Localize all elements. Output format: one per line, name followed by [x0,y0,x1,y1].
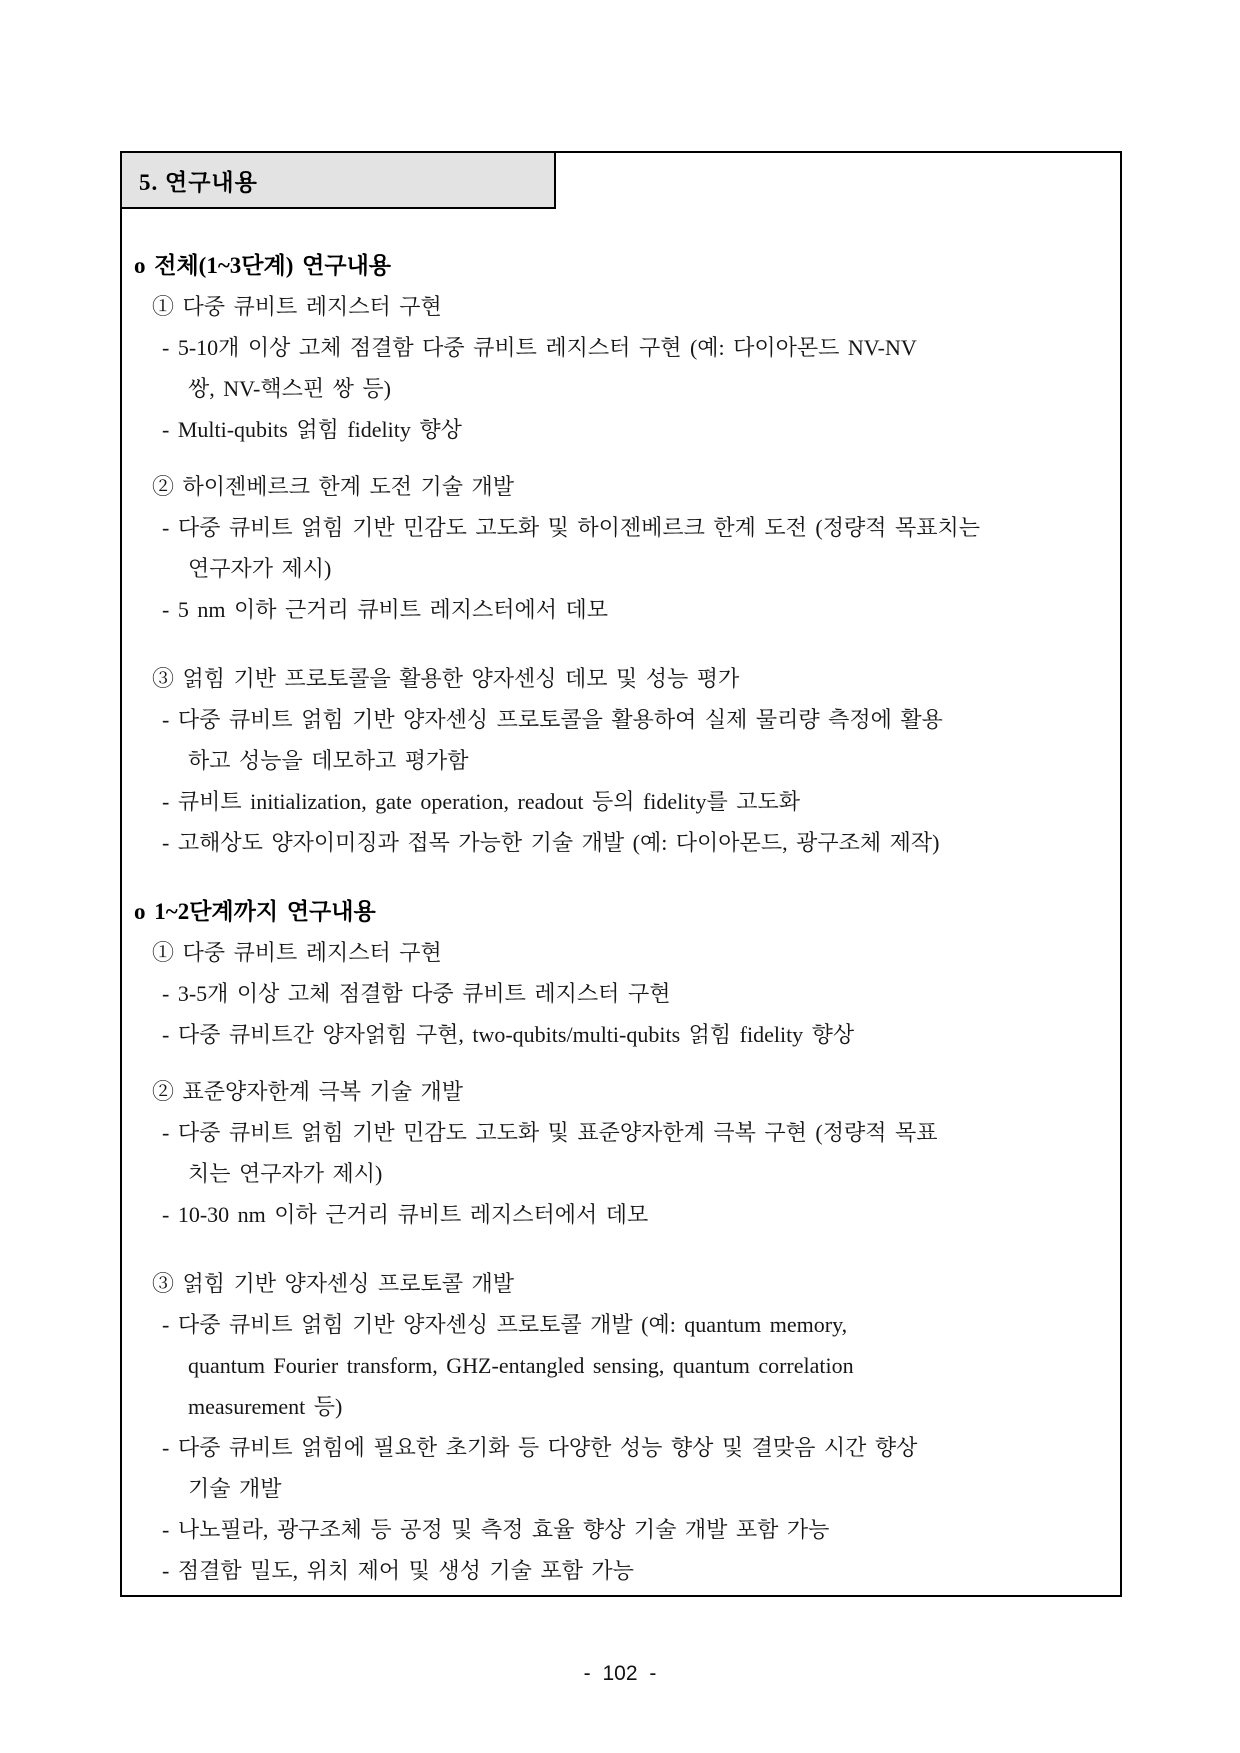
bullet-line: - 다중 큐비트 얽힘 기반 양자센싱 프로토콜을 활용하여 실제 물리량 측정에 활용 [162,707,943,732]
bullet-line: - 나노필라, 광구조체 등 공정 및 측정 효율 향상 기술 개발 포함 가능 [162,1517,830,1542]
numbered-item-title: ③ 얽힘 기반 프로토콜을 활용한 양자센싱 데모 및 성능 평가 [152,666,740,691]
bullet-line: - 점결함 밀도, 위치 제어 및 생성 기술 포함 가능 [162,1558,634,1583]
continuation-line: 기술 개발 [188,1476,282,1501]
bullet-line: - 다중 큐비트 얽힘 기반 민감도 고도화 및 하이젠베르크 한계 도전 (정량적 목표치는 [162,515,980,540]
section-heading: o 전체(1~3단계) 연구내용 [134,253,392,278]
page-number: - 102 - [583,1662,657,1685]
numbered-item-title: ② 표준양자한계 극복 기술 개발 [152,1079,464,1104]
bullet-line: - 3-5개 이상 고체 점결함 다중 큐비트 레지스터 구현 [162,981,671,1006]
bullet-line: - Multi-qubits 얽힘 fidelity 향상 [162,417,462,442]
bullet-line: - 다중 큐비트간 양자얽힘 구현, two-qubits/multi-qubits 얽힘 fidelity 향상 [162,1022,855,1047]
bullet-line: - 5 nm 이하 근거리 큐비트 레지스터에서 데모 [162,597,608,622]
section-title-cell [120,151,556,209]
continuation-line: 하고 성능을 데모하고 평가함 [188,748,469,773]
bullet-line: - 다중 큐비트 얽힘 기반 양자센싱 프로토콜 개발 (예: quantum memory, [162,1312,848,1337]
numbered-item-title: ③ 얽힘 기반 양자센싱 프로토콜 개발 [152,1271,515,1296]
bullet-line: - 10-30 nm 이하 근거리 큐비트 레지스터에서 데모 [162,1202,649,1227]
bullet-line: - 다중 큐비트 얽힘에 필요한 초기화 등 다양한 성능 향상 및 결맞음 시간 향상 [162,1435,918,1460]
numbered-item-title: ① 다중 큐비트 레지스터 구현 [152,940,442,965]
section-heading: o 1~2단계까지 연구내용 [134,899,376,924]
continuation-line: 연구자가 제시) [188,556,332,581]
bullet-line: - 큐비트 initialization, gate operation, readout 등의 fidelity를 고도화 [162,789,801,814]
numbered-item-title: ② 하이젠베르크 한계 도전 기술 개발 [152,474,515,499]
continuation-line: quantum Fourier transform, GHZ-entangled sensing, quantum correlation [188,1353,854,1378]
content-box [120,151,1122,1597]
continuation-line: 쌍, NV-핵스핀 쌍 등) [188,376,391,401]
continuation-line: 치는 연구자가 제시) [188,1161,383,1186]
bullet-line: - 고해상도 양자이미징과 접목 가능한 기술 개발 (예: 다이아몬드, 광구조체 제작) [162,830,940,855]
bullet-line: - 5-10개 이상 고체 점결함 다중 큐비트 레지스터 구현 (예: 다이아몬드 NV-NV [162,335,917,360]
continuation-line: measurement 등) [188,1394,343,1419]
bullet-line: - 다중 큐비트 얽힘 기반 민감도 고도화 및 표준양자한계 극복 구현 (정량적 목표 [162,1120,938,1145]
numbered-item-title: ① 다중 큐비트 레지스터 구현 [152,294,442,319]
section-title: 5. 연구내용 [139,169,258,195]
